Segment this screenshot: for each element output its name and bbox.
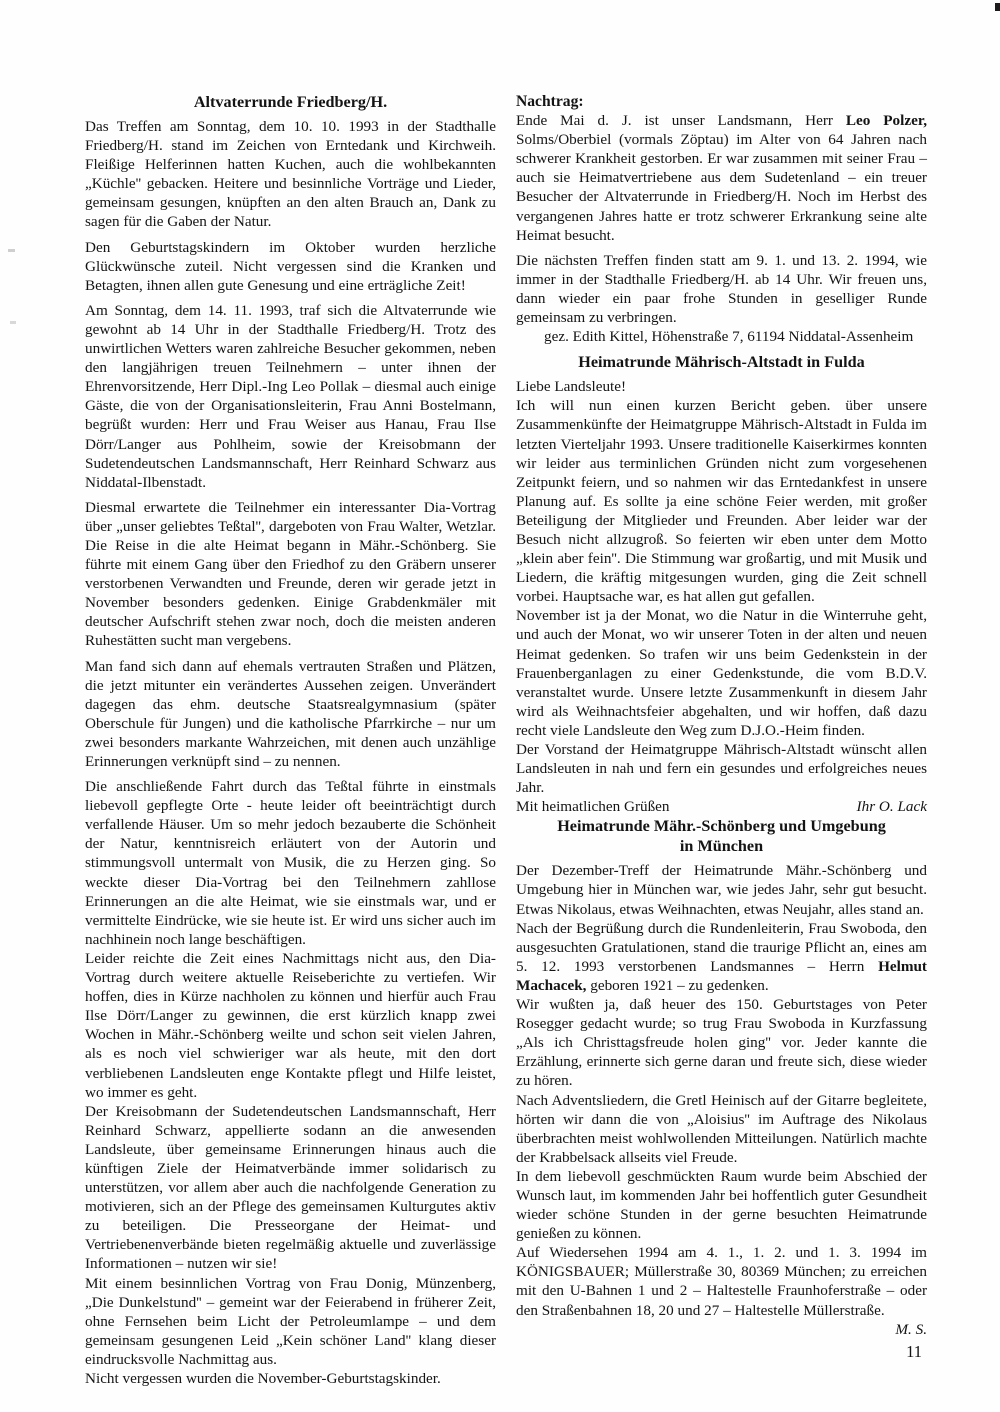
paragraph: Der Kreisobmann der Sudetendeutschen Landsmannschaft, Herr Reinhard Schwarz, appellierte sodann an die anwesenden Landsleute, über gemeinsame Erinnerungen hinaus auch die künftigen Ziele der Heimatverbände immer solidarisch zu unterstützen, vor allem aber auch die nachfolgende Generation zu motivieren, sich an der Pflege des gemeinsamen Kulturgutes aktiv zu beteiligen. Die Presseorgane der Heimat- und Vertriebenenverbände bieten regelmäßig aktuelle und zuverlässige Informationen – nutzen wir sie! — [85, 1102, 496, 1273]
paragraph: Die anschließende Fahrt durch das Teßtal führte in einstmals liebevoll gepflegte Orte - heute leider oft beeinträchtigt durch verfallende Häuser. Um so mehr jedoch bezauberte die Schönheit der Natur, kenntnisreich erläutert von der Autorin und stimmungsvoll untermalt von Musik, die zu Herzen ging. So weckte dieser Dia-Vortrag bei den Teilnehmern zahllose Erinnerungen an die alte Heimat, wie sie einstmals war, und er vermittelte Eindrücke, wie sie heute ist. Er wird uns sicher auch im nachhinein noch lange beschäftigen. — [85, 778, 496, 948]
deceased-name: Helmut Machacek, — [516, 957, 927, 994]
deceased-name: Leo Polzer, — [845, 112, 927, 130]
paragraph: Am Sonntag, dem 14. 11. 1993, traf sich die Altvaterrunde wie gewohnt ab 14 Uhr in der Stadthalle Friedberg/H. Trotz des unwirtlichen Wetters waren zahlreiche Besucher gekommen, neben den langjährigen treuen Teilnehmern – unter ihnen der Ehrenvorsitzende, Herr Dipl.-Ing Leo Pollak – diesmal auch einige Gäste, die von der Organisationsleiterin, Frau Anni Bostelmann, begrüßt wurden: Herr und Frau Weiser aus Hanau, Frau Ilse Dörr/Langer aus Pohlheim, sowie der Kreisobmann der Sudetendeutschen Landsmannschaft, Herr Reinhard Schwarz aus Niddatal-Ilbenstadt. — [85, 301, 496, 491]
signature-o-lack: Ihr O. Lack — [856, 798, 927, 816]
section-heading-nachtrag: Nachtrag: — [516, 93, 584, 110]
paragraph: Diesmal erwartete die Teilnehmer ein interessanter Dia-Vortrag über „unser geliebtes Teßtal'', dargeboten von Frau Walter, Wetzlar. Die Reise in die alte Heimat begann in Mähr.-Schönberg. Sie führte mit einem Gang über den Friedhof zu den Gräbern unserer verstorbenen Verwandten und Freunde, deren wir gerade jetzt in November besonders gedenken. Einige Grabdenkmäler mit deutscher Aufschrift stehen zwar noch, doch die meisten anderen Ruhestätten sucht man vergebens. — [85, 498, 496, 650]
heading-line-1: Heimatrunde Mähr.-Schönberg und Umgebung — [557, 817, 886, 836]
paragraph-obituary — [516, 919, 927, 995]
paragraph: Auf Wiedersehen 1994 am 4. 1., 1. 2. und 1. 3. 1994 im KÖNIGSBAUER; Müllerstraße 30, 80369 München; zu erreichen mit den U-Bahnen 1 und 2 – Haltestelle Fraunhoferstraße – oder den Straßenbahnen 18, 20 und 27 – Haltestelle Müllerstraße. — [516, 1244, 927, 1319]
paragraph: Den Geburtstagskindern im Oktober wurden herzliche Glückwünsche zuteil. Nicht vergessen sind die Kranken und Betagten, ihnen allen gute Genesung und eine erträgliche Zeit! — [85, 238, 496, 294]
paragraph: Man fand sich dann auf ehemals vertrauten Straßen und Plätzen, die jetzt mitunter ein verändertes Aussehen zeigen. Unverändert dagegen das ehm. deutsche Staatsrealgymnasium (später Oberschule für Jungen) und die katholische Pfarrkirche – nur um zwei besonders markante Wahrzeichen, mit denen auch unzählige Erinnerungen verknüpft sind – zu nennen. — [85, 657, 496, 770]
paragraph-obituary — [516, 111, 927, 245]
paragraph: Ich will nun einen kurzen Bericht geben. über unsere Zusammenkünfte der Heimatgruppe Mährisch-Altstadt in Fulda im letzten Vierteljahr 1993. Unsere traditionelle Kaiserkirmes konnten wir leider aus terminlichen Gründen nicht zum vorgesehenen Zeitpunkt feiern, und so nahmen wir das Erntedankfest in unsere Planung auf. Es sollte ja eine schöne Feier werden, mit großer Beteiligung der Mitglieder und Freunden. Aber leider war der Besuch nicht allzugroß. So feierten wir eben unter dem Motto „klein aber fein''. Die Stimmung war großartig, und mit Musik und Liedern, die kräftig mitgesungen wurden, ging die Zeit schnell vorbei. Hauptsache war, es hat allen gut gefallen. — [516, 397, 927, 606]
paragraph: Mit einem besinnlichen Vortrag von Frau Donig, Münzenberg, „Die Dunkelstund'' – gemeint war der Feierabend in früherer Zeit, ohne Fernsehen beim Licht der Petroleumlampe – und dem gemeinsam gesungenen Leid „Kein schöner Land'' klang dieser eindrucksvolle Nachmittag aus. — [85, 1274, 496, 1368]
obituary-text-post: geboren 1921 – zu gedenken. — [586, 976, 769, 994]
paragraph: Die nächsten Treffen finden statt am 9. 1. und 13. 2. 1994, wie immer in der Stadthalle Friedberg/H. ab 14 Uhr. Wir freuen uns, dann wieder ein paar frohe Stunden in geselliger Runde gemeinsam zu verbringen. — [516, 251, 927, 327]
obituary-text-post: Solms/Oberbiel (vormals Zöptau) im Alter von 64 Jahren nach schwerer Krankheit gestorben. Er war zusammen mit seiner Frau – auch sie Heimatvertriebene aus dem Sudetenland – ein treuer Besucher der Altvaterrunde in Friedberg/H. Noch im Herbst des vergangenen Jahres hatte er trotz schwerer Erkrankung seine alte Heimat besucht. — [516, 131, 927, 244]
paragraph: November ist ja der Monat, wo die Natur in die Winterruhe geht, und auch der Monat, wo wir unserer Toten in der alten und neuen Heimat gedenken. So trafen wir uns beim Gedenkstein in der Frauenberganlagen zu einer Gedenkstunde, die vom B.D.V. veranstaltet wurde. Unsere letzte Zusammenkunft in diesem Jahr wird als Weihnachtsfeier abgehalten, und wir hoffen, daß dazu recht viele Landsleute den Weg zum D.J.O.-Heim finden. — [516, 607, 927, 739]
section-heading-altvaterrunde: Altvaterrunde Friedberg/H. — [193, 93, 388, 111]
paragraph: Leider reichte die Zeit eines Nachmittags nicht aus, den Dia-Vortrag durch weitere aktuelle Reiseberichte zu vertiefen. Wir hoffen, dies in Kürze nachholen zu können und hierfür auch Frau Ilse Dörr/Langer zu gewinnen, die erst kürzlich knapp zwei Wochen in Mähr.-Schönberg weilte und schon seit vielen Jahren, als es noch viel schwieriger war als heute, mit den dort verbliebenen Landsleuten enge Kontakte pflegt und Hilfe leistet, wo immer es geht. — [85, 949, 496, 1101]
signature-m-s: M. S. — [895, 1320, 927, 1338]
closing-row — [516, 797, 927, 816]
closing-greeting: Mit heimatlichen Grüßen — [516, 798, 670, 816]
paragraph: Nicht vergessen wurden die November-Geburtstagskinder. — [85, 1370, 441, 1387]
obituary-text-pre: Ende Mai d. J. ist unser Landsmann, Herr — [516, 112, 846, 130]
heading-line-2: in München — [679, 837, 764, 856]
paragraph-salutation: Liebe Landsleute! — [516, 378, 627, 396]
section-heading-fulda: Heimatrunde Mährisch-Altstadt in Fulda — [578, 353, 865, 372]
obituary-text-pre: Nach der Begrüßung durch die Rundenleiterin, Frau Swoboda, den ausgesuchten Gratulationen, stand die traurige Pflicht an, eines am 5. 12. 1993 verstorbenen Landsmannes – Herrn — [516, 919, 927, 975]
paragraph: Das Treffen am Sonntag, dem 10. 10. 1993 in der Stadthalle Friedberg/H. stand im Zeichen von Erntedank und Kirchweih. Fleißige Helferinnen hatten Kuchen, auch die wohlbekannten „Küchle'' gebacken. Heitere und besinnliche Vorträge und Lieder, gemeinsam gesungen, knüpften an den alten Brauch an, Dank zu sagen für die Gaben der Natur. — [85, 118, 496, 231]
paragraph: Wir wußten ja, daß heuer des 150. Geburtstages von Peter Rosegger gedacht wurde; so trug Frau Swoboda in Kurzfassung „Als ich Christtagsfreude holen ging'' vor. Jeder kannte die Erzählung, erinnerte sich gerne daran und freute sich, diese wieder zu hören. — [516, 996, 927, 1090]
scan-artifact-left-2 — [10, 321, 16, 324]
two-column-layout — [85, 92, 927, 1388]
left-column — [85, 92, 496, 1388]
paragraph: Der Vorstand der Heimatgruppe Mährisch-Altstadt wünscht allen Landsleuten in nah und fern ein gesundes und erfolgreiches neues Jahr. — [516, 741, 927, 797]
signature-line-kittel: gez. Edith Kittel, Höhenstraße 7, 61194 Niddatal-Assenheim — [544, 328, 914, 346]
scan-artifact-left-1 — [8, 249, 15, 252]
section-heading-muenchen — [516, 816, 927, 856]
right-column — [516, 92, 927, 1388]
paragraph: Der Dezember-Treff der Heimatrunde Mähr.-Schönberg und Umgebung hier in München war, wie jedes Jahr, sehr gut besucht. Etwas Nikolaus, etwas Weihnachten, etwas Neujahr, alles stand an. — [516, 862, 927, 918]
paragraph: Nach Adventsliedern, die Gretl Heinisch auf der Gitarre begleitete, hörten wir dann die von „Aloisius'' im Auftrage des Nikolaus überbrachten meist wohlwollenden Mitteilungen. Natürlich machte der Krabbelsack allseits viel Freude. — [516, 1091, 927, 1166]
scan-artifact-top-right — [995, 3, 1000, 11]
page-number: 11 — [906, 1342, 922, 1361]
paragraph: In dem liebevoll geschmückten Raum wurde beim Abschied der Wunsch laut, im kommenden Jahr bei hoffentlich guter Gesundheit wieder schöne Stunden in der gerne besuchten Heimatrunde genießen zu können. — [516, 1167, 927, 1243]
